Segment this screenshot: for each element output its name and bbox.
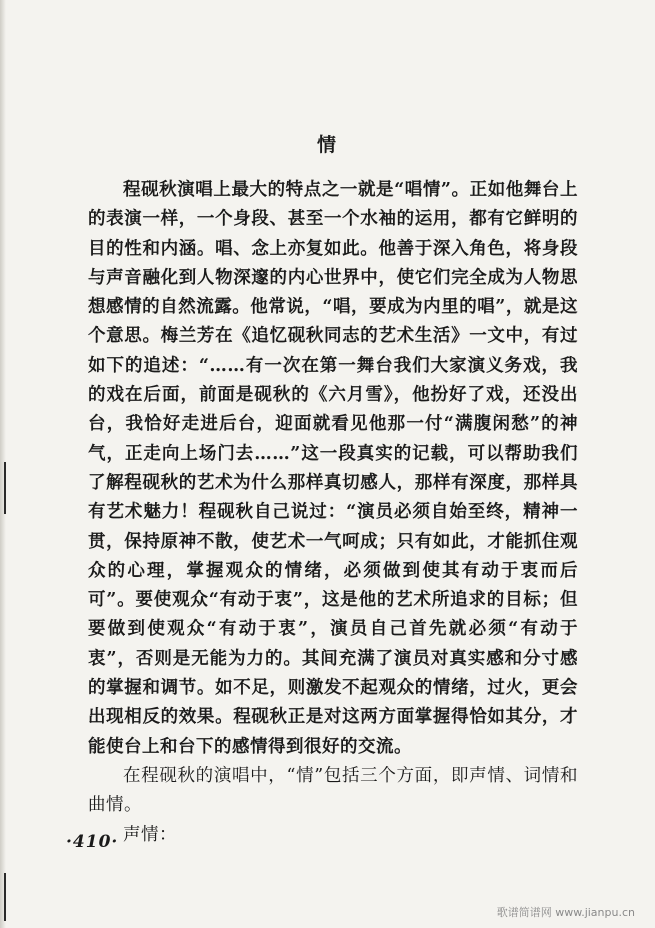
binding-mark — [4, 873, 6, 921]
paragraph: 程砚秋演唱上最大的特点之一就是“唱情”。正如他舞台上的表演一样，一个身段、甚至一个水袖的运用，都有它鲜明的目的性和内涵。唱、念上亦复如此。他善于深入角色，将身段与声音融化到人物深邃的内心世界中，使它们完全成为人物思想感情的自然流露。他常说，“唱，要成为内里的唱”，就是这个意思。梅兰芳在《追忆砚秋同志的艺术生活》一文中，有过如下的追述：“……有一次在第一舞台我们大家演义务戏，我的戏在后面，前面是砚秋的《六月雪》，他扮好了戏，还没出台，我恰好走进后台，迎面就看见他那一付“满腹闲愁”的神气，正走向上场门去……”这一段真实的记载，可以帮助我们了解程砚秋的艺术为什么那样真切感人，那样有深度，那样具有艺术魅力！程砚秋自己说过：“演员必须自始至终，精神一贯，保持原神不散，使艺术一气呵成；只有如此，才能抓住观众的心理，掌握观众的情绪，必须做到使其有动于衷而后可”。要使观众“有动于衷”，这是他的艺术所追求的目标；但要做到使观众“有动于衷”，演员自己首先就必须“有动于衷”，否则是无能为力的。其间充满了演员对真实感和分寸感的掌握和调节。如不足，则激发不起观众的情绪，过火，更会出现相反的效果。程砚秋正是对这两方面掌握得恰如其分，才能使台上和台下的感情得到很好的交流。 — [88, 180, 578, 757]
watermark: 歌谱简谱网 www.jianpu.cn — [496, 906, 635, 919]
section-title: 情 — [316, 134, 338, 156]
paragraph: 在程砚秋的演唱中，“情”包括三个方面，即声情、词情和曲情。 — [88, 765, 578, 816]
paragraph: 声情： — [123, 824, 177, 845]
binding-mark — [4, 462, 6, 514]
page-number: ·410· — [66, 832, 119, 852]
body-text — [88, 176, 578, 850]
